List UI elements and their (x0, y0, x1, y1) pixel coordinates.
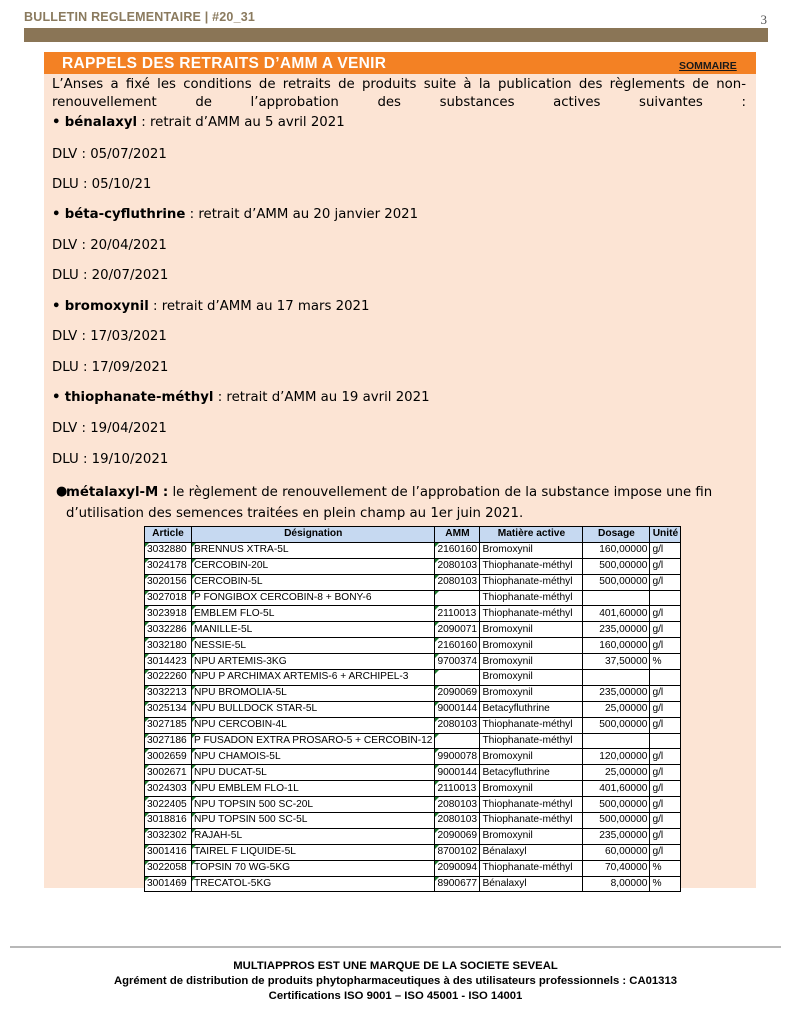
cell-dosage: 8,00000 (583, 876, 650, 892)
cell-amm: 2110013 (435, 606, 480, 622)
cell-unite: % (650, 860, 681, 876)
substance-name: bromoxynil (64, 299, 149, 314)
cell-article: 3022058 (145, 860, 192, 876)
cell-matiere-active: Betacyfluthrine (480, 701, 583, 717)
cell-article: 3014423 (145, 654, 192, 670)
dlu-line: DLU : 19/10/2021 (52, 452, 169, 467)
table-row (145, 558, 681, 574)
cell-amm: 2110013 (435, 781, 480, 797)
cell-dosage: 500,00000 (583, 574, 650, 590)
cell-article: 3022405 (145, 797, 192, 813)
substance-name: béta-cyfluthrine (64, 207, 186, 222)
substance-withdrawal: : retrait d’AMM au 20 janvier 2021 (185, 207, 419, 222)
cell-unite: % (650, 876, 681, 892)
cell-unite (650, 590, 681, 606)
cell-matiere-active: Betacyfluthrine (480, 765, 583, 781)
cell-amm: 2090069 (435, 828, 480, 844)
cell-dosage: 37,50000 (583, 654, 650, 670)
cell-amm: 2080103 (435, 558, 480, 574)
sommaire-link[interactable]: SOMMAIRE (679, 60, 737, 72)
substance-withdrawal: : retrait d’AMM au 17 mars 2021 (148, 299, 370, 314)
cell-amm: 2090094 (435, 860, 480, 876)
cell-dosage: 25,00000 (583, 701, 650, 717)
intro-word: actives (553, 95, 601, 110)
cell-amm: 8900677 (435, 876, 480, 892)
cell-article: 3024303 (145, 781, 192, 797)
cell-designation: BRENNUS XTRA-5L (192, 542, 435, 558)
dlu-line: DLU : 20/07/2021 (52, 268, 169, 283)
cell-dosage (583, 590, 650, 606)
cell-designation: NESSIE-5L (192, 638, 435, 654)
cell-dosage: 235,00000 (583, 828, 650, 844)
intro-word: l’approbation (250, 95, 339, 110)
table-row (145, 670, 681, 686)
table-row (145, 654, 681, 670)
footer-certifications: Certifications ISO 9001 – ISO 45001 - ISO 14001 (268, 990, 523, 1002)
cell-unite (650, 670, 681, 686)
cell-article: 3032286 (145, 622, 192, 638)
table-row (145, 813, 681, 829)
section-title: RAPPELS DES RETRAITS D’AMM A VENIR (62, 55, 387, 72)
cell-unite: g/l (650, 828, 681, 844)
cell-dosage: 401,60000 (583, 781, 650, 797)
table-row (145, 781, 681, 797)
cell-matiere-active: Thiophanate-méthyl (480, 574, 583, 590)
cell-matiere-active: Thiophanate-méthyl (480, 813, 583, 829)
cell-matiere-active: Bromoxynil (480, 542, 583, 558)
header-bar (24, 28, 768, 42)
cell-designation: NPU DUCAT-5L (192, 765, 435, 781)
cell-designation: NPU TOPSIN 500 SC-5L (192, 813, 435, 829)
cell-unite: g/l (650, 749, 681, 765)
cell-article: 3022260 (145, 670, 192, 686)
cell-matiere-active: Thiophanate-méthyl (480, 558, 583, 574)
column-header-unite: Unité (650, 527, 681, 543)
table-row (145, 685, 681, 701)
cell-amm: 2080103 (435, 717, 480, 733)
cell-designation: TOPSIN 70 WG-5KG (192, 860, 435, 876)
cell-article: 3020156 (145, 574, 192, 590)
cell-designation: NPU BULLDOCK STAR-5L (192, 701, 435, 717)
cell-designation: NPU ARTEMIS-3KG (192, 654, 435, 670)
table-row (145, 717, 681, 733)
dlv-line: DLV : 17/03/2021 (52, 329, 167, 344)
cell-dosage (583, 733, 650, 749)
intro-word: renouvellement (52, 95, 157, 110)
cell-designation: NPU P ARCHIMAX ARTEMIS-6 + ARCHIPEL-3 (192, 670, 435, 686)
cell-unite: g/l (650, 701, 681, 717)
cell-designation: NPU CHAMOIS-5L (192, 749, 435, 765)
cell-amm: 2080103 (435, 797, 480, 813)
bullet: • (52, 390, 61, 405)
column-header-matiere-active: Matière active (480, 527, 583, 543)
cell-amm: 2090069 (435, 685, 480, 701)
cell-article: 3027018 (145, 590, 192, 606)
cell-article: 3018816 (145, 813, 192, 829)
cell-unite: g/l (650, 638, 681, 654)
cell-designation: TRECATOL-5KG (192, 876, 435, 892)
intro-word: suivantes (639, 95, 703, 110)
cell-designation: MANILLE-5L (192, 622, 435, 638)
bulletin-title: BULLETIN REGLEMENTAIRE | #20_31 (24, 10, 256, 24)
cell-article: 3001469 (145, 876, 192, 892)
table-row (145, 860, 681, 876)
cell-designation: CERCOBIN-20L (192, 558, 435, 574)
cell-dosage: 401,60000 (583, 606, 650, 622)
bullet-icon: ● (56, 484, 68, 499)
table-row (145, 574, 681, 590)
cell-amm: 2080103 (435, 813, 480, 829)
cell-matiere-active: Bénalaxyl (480, 844, 583, 860)
cell-article: 3032180 (145, 638, 192, 654)
cell-article: 3025134 (145, 701, 192, 717)
cell-unite: g/l (650, 797, 681, 813)
table-row (145, 876, 681, 892)
cell-unite: g/l (650, 542, 681, 558)
cell-article: 3027186 (145, 733, 192, 749)
bullet: • (52, 299, 61, 314)
substance-withdrawal: : retrait d’AMM au 5 avril 2021 (137, 115, 345, 130)
table-row (145, 622, 681, 638)
cell-dosage (583, 670, 650, 686)
cell-article: 3023918 (145, 606, 192, 622)
cell-amm (435, 670, 480, 686)
substance-name: métalaxyl-M : (66, 485, 169, 500)
table-row (145, 749, 681, 765)
cell-dosage: 160,00000 (583, 638, 650, 654)
cell-unite: % (650, 654, 681, 670)
cell-matiere-active: Bromoxynil (480, 654, 583, 670)
cell-matiere-active: Bromoxynil (480, 670, 583, 686)
intro-word: substances (439, 95, 515, 110)
cell-designation: NPU BROMOLIA-5L (192, 685, 435, 701)
cell-designation: TAIREL F LIQUIDE-5L (192, 844, 435, 860)
cell-matiere-active: Thiophanate-méthyl (480, 717, 583, 733)
cell-unite: g/l (650, 781, 681, 797)
cell-unite (650, 733, 681, 749)
cell-matiere-active: Bromoxynil (480, 622, 583, 638)
substance-line-benalaxyl (52, 114, 345, 132)
substance-name: thiophanate-méthyl (64, 390, 214, 405)
table-row (145, 765, 681, 781)
cell-amm: 2080103 (435, 574, 480, 590)
table-row (145, 638, 681, 654)
substance-line-bromoxynil (52, 298, 369, 316)
table-row (145, 828, 681, 844)
cell-article: 3032213 (145, 685, 192, 701)
cell-dosage: 500,00000 (583, 558, 650, 574)
cell-amm: 2160160 (435, 542, 480, 558)
table-row (145, 844, 681, 860)
cell-dosage: 160,00000 (583, 542, 650, 558)
cell-dosage: 235,00000 (583, 685, 650, 701)
cell-article: 3002671 (145, 765, 192, 781)
cell-dosage: 25,00000 (583, 765, 650, 781)
cell-designation: NPU EMBLEM FLO-1L (192, 781, 435, 797)
cell-amm: 9900078 (435, 749, 480, 765)
cell-unite: g/l (650, 622, 681, 638)
cell-article: 3001416 (145, 844, 192, 860)
cell-matiere-active: Bromoxynil (480, 685, 583, 701)
metalaxyl-text: le règlement de renouvellement de l’approbation de la substance impose une fin d’utilisation des semences traitées en plein champ au 1er juin 2021. (66, 485, 713, 521)
cell-designation: P FUSADON EXTRA PROSARO-5 + CERCOBIN-12 (192, 733, 435, 749)
cell-designation: NPU CERCOBIN-4L (192, 717, 435, 733)
table-row (145, 701, 681, 717)
cell-dosage: 235,00000 (583, 622, 650, 638)
cell-matiere-active: Thiophanate-méthyl (480, 606, 583, 622)
dlv-line: DLV : 05/07/2021 (52, 147, 167, 162)
cell-unite: g/l (650, 765, 681, 781)
cell-matiere-active: Thiophanate-méthyl (480, 797, 583, 813)
cell-unite: g/l (650, 685, 681, 701)
substance-withdrawal: : retrait d’AMM au 19 avril 2021 (213, 390, 430, 405)
cell-matiere-active: Thiophanate-méthyl (480, 860, 583, 876)
cell-matiere-active: Bromoxynil (480, 828, 583, 844)
cell-amm: 2160160 (435, 638, 480, 654)
table-row (145, 590, 681, 606)
cell-dosage: 500,00000 (583, 797, 650, 813)
cell-amm: 8700102 (435, 844, 480, 860)
column-header-amm: AMM (435, 527, 480, 543)
cell-amm: 9000144 (435, 701, 480, 717)
cell-designation: EMBLEM FLO-5L (192, 606, 435, 622)
cell-unite: g/l (650, 574, 681, 590)
dlu-line: DLU : 17/09/2021 (52, 360, 169, 375)
intro-word: de (195, 95, 212, 110)
footer-company: MULTIAPPROS EST UNE MARQUE DE LA SOCIETE SEVEAL (233, 960, 558, 972)
cell-matiere-active: Bénalaxyl (480, 876, 583, 892)
cell-amm (435, 733, 480, 749)
intro-line-2 (52, 94, 746, 112)
intro-word: des (377, 95, 401, 110)
cell-unite: g/l (650, 813, 681, 829)
cell-dosage: 500,00000 (583, 813, 650, 829)
column-header-dosage: Dosage (583, 527, 650, 543)
cell-article: 3024178 (145, 558, 192, 574)
table-row (145, 542, 681, 558)
products-table (144, 526, 681, 892)
cell-unite: g/l (650, 558, 681, 574)
cell-unite: g/l (650, 717, 681, 733)
table-header-row (145, 527, 681, 543)
cell-matiere-active: Bromoxynil (480, 638, 583, 654)
bullet: • (52, 207, 61, 222)
cell-unite: g/l (650, 844, 681, 860)
metalaxyl-paragraph (66, 482, 748, 524)
dlu-line: DLU : 05/10/21 (52, 177, 152, 192)
cell-article: 3027185 (145, 717, 192, 733)
cell-dosage: 500,00000 (583, 717, 650, 733)
footer-divider (10, 946, 781, 948)
cell-article: 3032880 (145, 542, 192, 558)
cell-matiere-active: Thiophanate-méthyl (480, 733, 583, 749)
cell-dosage: 60,00000 (583, 844, 650, 860)
cell-article: 3002659 (145, 749, 192, 765)
intro-line-1: L’Anses a fixé les conditions de retraits de produits suite à la publication des règlements de non- (52, 77, 746, 92)
cell-designation: CERCOBIN-5L (192, 574, 435, 590)
page-number: 3 (760, 12, 767, 27)
cell-matiere-active: Bromoxynil (480, 781, 583, 797)
dlv-line: DLV : 19/04/2021 (52, 421, 167, 436)
dlv-line: DLV : 20/04/2021 (52, 238, 167, 253)
cell-designation: RAJAH-5L (192, 828, 435, 844)
column-header-designation: Désignation (192, 527, 435, 543)
bullet: • (52, 115, 61, 130)
footer-agreement: Agrément de distribution de produits phytopharmaceutiques à des utilisateurs professionnels : CA01313 (113, 975, 678, 987)
cell-designation: NPU TOPSIN 500 SC-20L (192, 797, 435, 813)
table-row (145, 606, 681, 622)
intro-word: : (741, 95, 746, 110)
substance-line-beta-cyfluthrine (52, 206, 418, 224)
cell-unite: g/l (650, 606, 681, 622)
cell-amm: 2090071 (435, 622, 480, 638)
substance-line-thiophanate-methyl (52, 389, 430, 407)
table-row (145, 797, 681, 813)
cell-dosage: 70,40000 (583, 860, 650, 876)
cell-amm: 9000144 (435, 765, 480, 781)
cell-dosage: 120,00000 (583, 749, 650, 765)
substance-name: bénalaxyl (64, 115, 138, 130)
cell-article: 3032302 (145, 828, 192, 844)
table-row (145, 733, 681, 749)
cell-amm: 9700374 (435, 654, 480, 670)
column-header-article: Article (145, 527, 192, 543)
cell-amm (435, 590, 480, 606)
cell-matiere-active: Thiophanate-méthyl (480, 590, 583, 606)
cell-designation: P FONGIBOX CERCOBIN-8 + BONY-6 (192, 590, 435, 606)
cell-matiere-active: Bromoxynil (480, 749, 583, 765)
